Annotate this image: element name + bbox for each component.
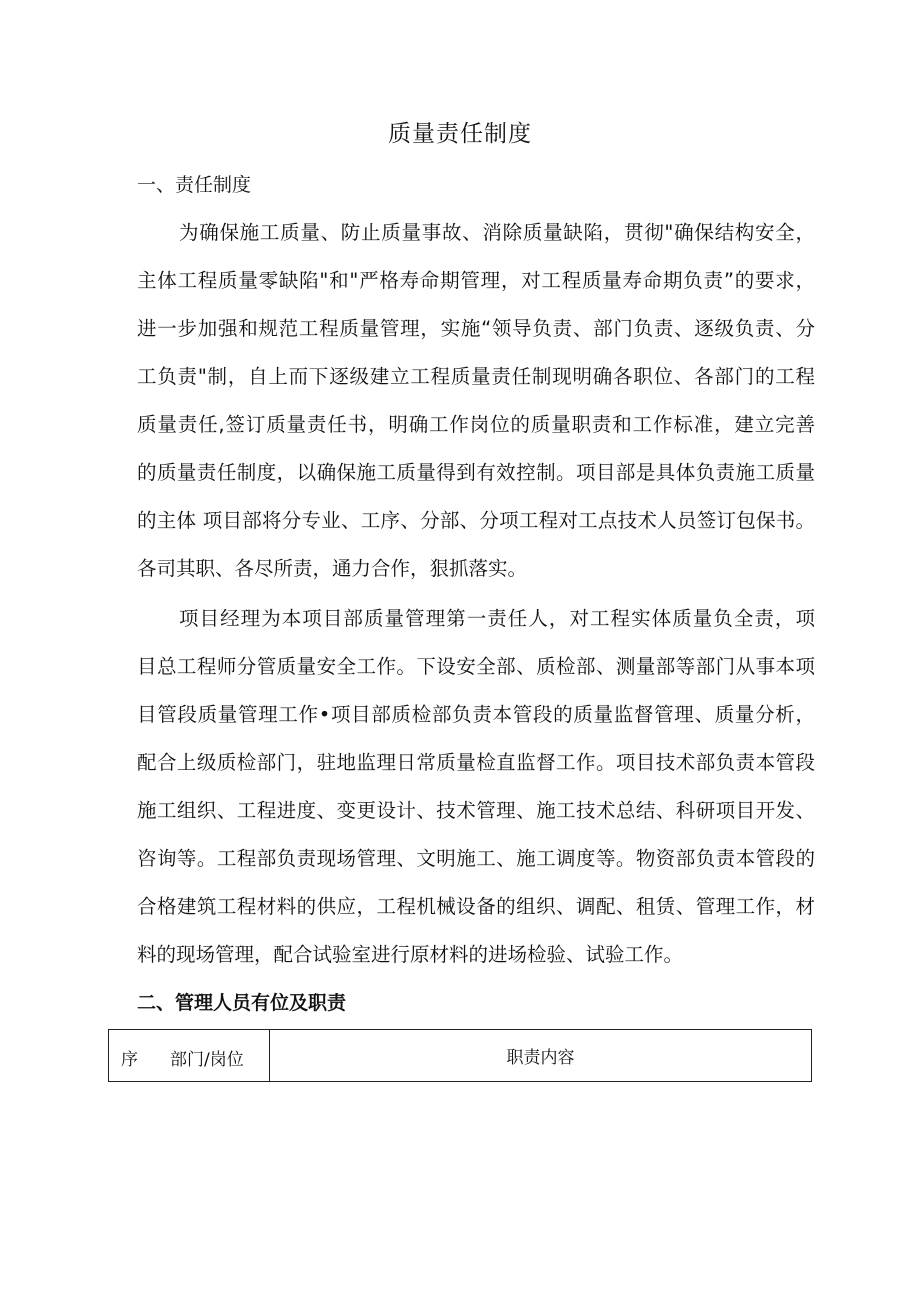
document-title: 质量责任制度 xyxy=(388,121,532,147)
paragraph-line: 工负责"制，自上而下逐级建立工程质量责任制现明确各职位、各部门的工程 xyxy=(137,365,815,388)
paragraph-line: 各司其职、各尽所责，通力合作，狠抓落实。 xyxy=(137,557,528,580)
paragraph-line: 的质量责任制度，以确保施工质量得到有效控制。项目部是具体负责施工质量 xyxy=(137,461,815,484)
paragraph-line: 咨询等。工程部负责现场管理、文明施工、施工调度等。物资部负责本管段的 xyxy=(137,847,815,870)
table-header-row xyxy=(109,1030,812,1082)
paragraph-line: 合格建筑工程材料的供应，工程机械设备的组织、调配、租赁、管理工作，材 xyxy=(137,895,815,918)
table-header-cell-seq-dept xyxy=(109,1030,270,1082)
paragraph-project-manager-duties xyxy=(137,595,815,979)
table-header-dept: 部门/岗位 xyxy=(170,1050,244,1070)
section-heading-management-personnel: 二、管理人员有位及职责 xyxy=(137,992,347,1014)
paragraph-line: 配合上级质检部门，驻地监理日常质量检直监督工作。项目技术部负责本管段 xyxy=(137,751,815,774)
paragraph-line: 施工组织、工程进度、变更设计、技术管理、施工技术总结、科研项目开发、 xyxy=(137,799,815,822)
paragraph-line: 目总工程师分管质量安全工作。下设安全部、质检部、测量部等部门从事本项 xyxy=(137,655,815,678)
paragraph-line: 主体工程质量零缺陷"和"严格寿命期管理，对工程质量寿命期负责”的要求， xyxy=(137,269,815,292)
paragraph-line: 目管段质量管理工作•项目部质检部负责本管段的质量监督管理、质量分析， xyxy=(137,703,815,726)
paragraph-line: 质量责任,签订质量责任书，明确工作岗位的质量职责和工作标准，建立完善 xyxy=(137,413,815,436)
paragraph-line: 料的现场管理，配合试验室进行原材料的进场检验、试验工作。 xyxy=(137,943,684,966)
table-header-seq: 序 xyxy=(121,1050,138,1070)
paragraph-line: 进一步加强和规范工程质量管理，实施“领导负责、部门负责、逐级负责、分 xyxy=(137,317,815,340)
paragraph-line: 为确保施工质量、防止质量事故、消除质量缺陷，贯彻"确保结构安全， xyxy=(179,221,815,244)
table-header-duty: 职责内容 xyxy=(270,1030,812,1082)
paragraph-line: 的主体 项目部将分专业、工序、分部、分项工程对工点技术人员签订包保书。 xyxy=(137,509,815,532)
paragraph-line: 项目经理为本项目部质量管理第一责任人，对工程实体质量负全责，项 xyxy=(179,607,815,630)
paragraph-quality-responsibility xyxy=(137,209,815,593)
section-heading-responsibility-system: 一、责任制度 xyxy=(137,174,252,196)
duty-table xyxy=(108,1029,812,1082)
